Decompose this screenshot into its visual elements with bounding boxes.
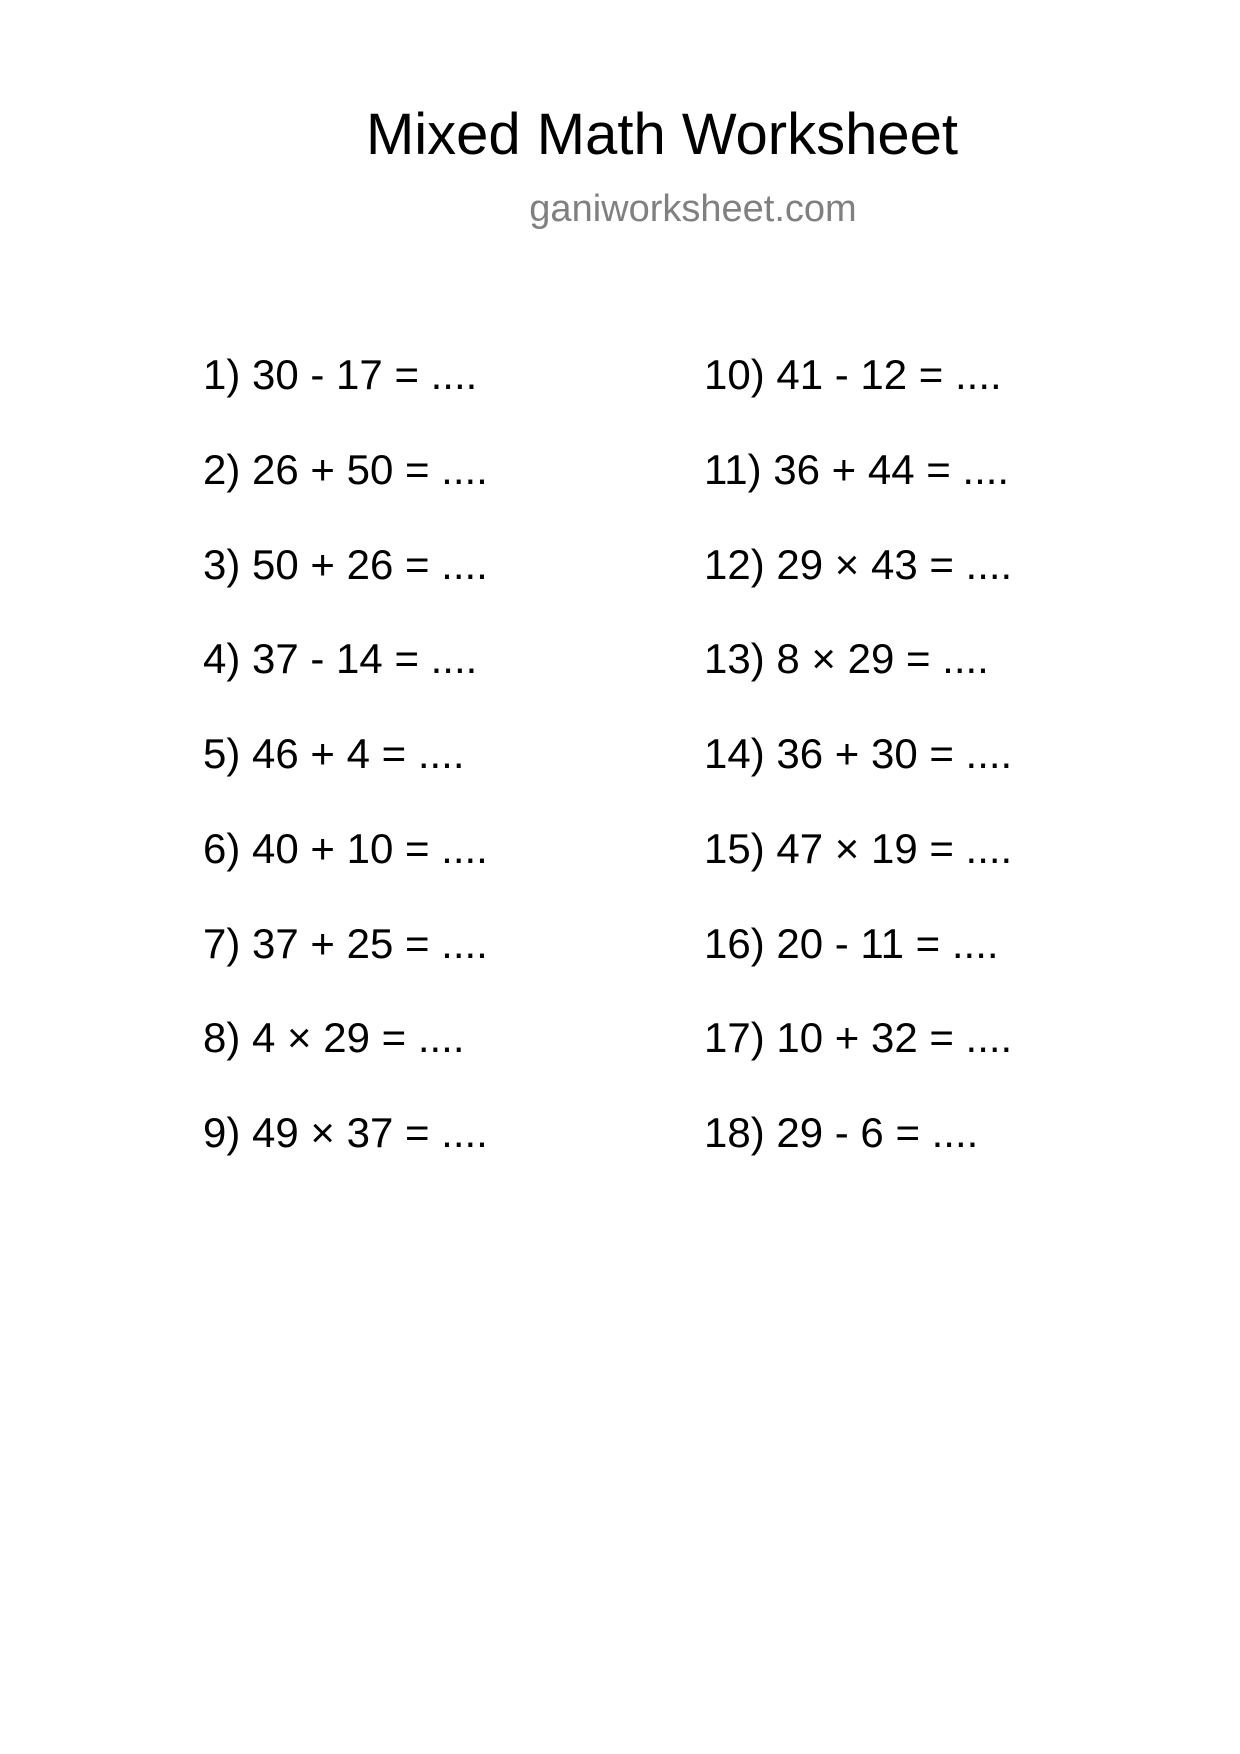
problem-item: 12) 29 × 43 = .... [704,540,1013,588]
problem-item: 4) 37 - 14 = .... [203,635,478,683]
problem-item: 15) 47 × 19 = .... [704,824,1013,872]
problem-item: 17) 10 + 32 = .... [704,1014,1013,1062]
problem-item: 10) 41 - 12 = .... [704,351,1002,398]
problem-item: 3) 50 + 26 = .... [203,540,488,588]
problem-item: 2) 26 + 50 = .... [203,445,488,493]
problem-item: 16) 20 - 11 = .... [704,919,999,967]
problem-item: 7) 37 + 25 = .... [203,919,488,967]
problem-item: 8) 4 × 29 = .... [203,1014,465,1062]
page-title: Mixed Math Worksheet [365,102,959,167]
problem-item: 6) 40 + 10 = .... [203,824,488,872]
problem-item: 11) 36 + 44 = .... [704,445,1010,493]
problem-item: 1) 30 - 17 = .... [203,351,478,398]
problem-item: 5) 46 + 4 = .... [203,730,465,777]
problem-list-left [203,351,488,1207]
problem-item: 9) 49 × 37 = .... [203,1109,488,1156]
problem-item: 18) 29 - 6 = .... [704,1109,979,1156]
problem-item: 14) 36 + 30 = .... [704,730,1013,777]
problem-list-right [704,351,1013,1207]
problem-item: 13) 8 × 29 = .... [704,635,989,683]
site-watermark: ganiworksheet.com [529,188,857,230]
